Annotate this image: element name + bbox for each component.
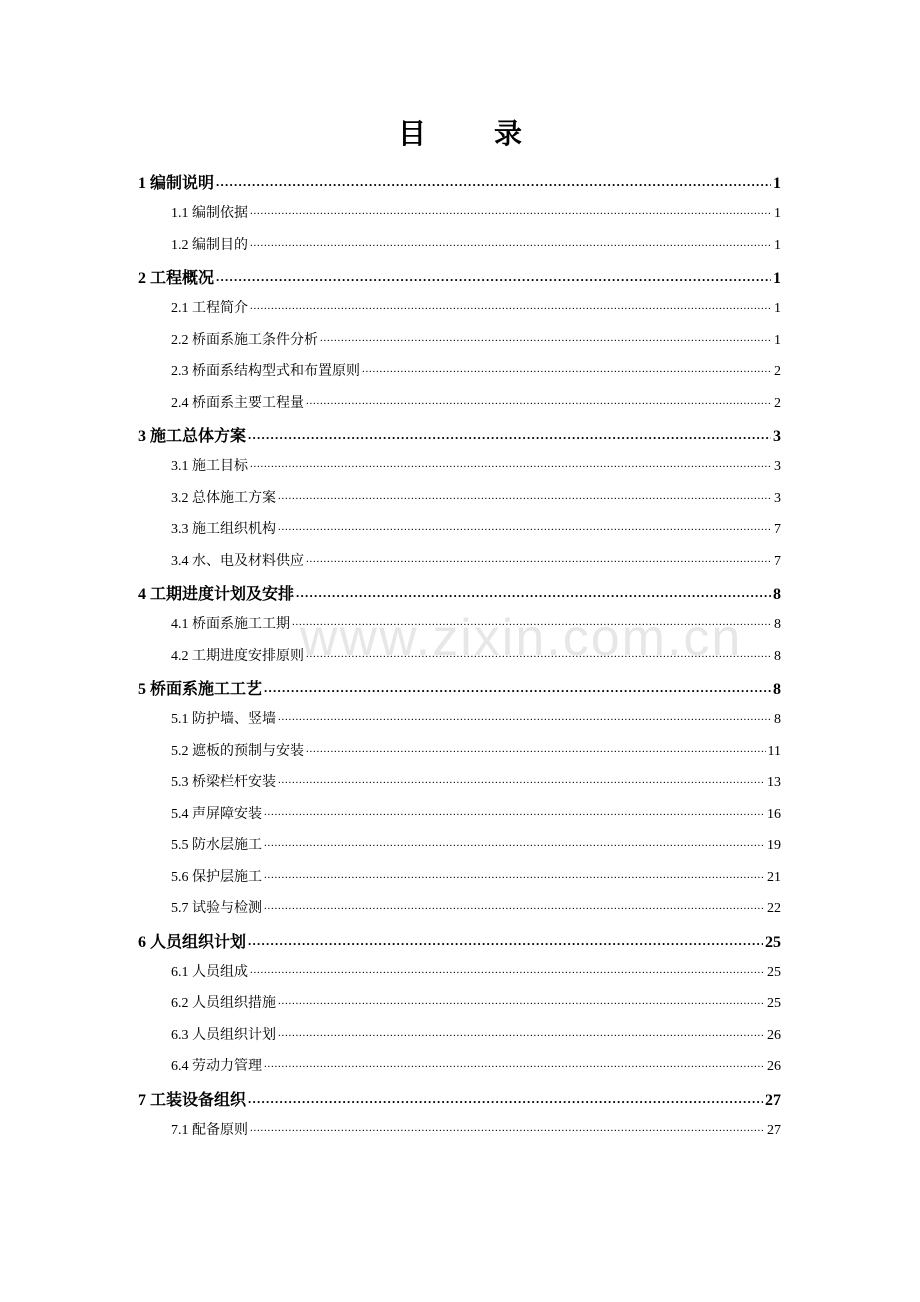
toc-entry-title: 1.2 编制目的 [171,237,248,253]
toc-page-number: 3 [774,490,781,506]
toc-entry-title: 2.2 桥面系施工条件分析 [171,332,318,348]
toc-page-number: 27 [767,1122,781,1138]
dot-leader [248,425,771,441]
dot-leader [306,646,772,660]
dot-leader [250,298,772,312]
dot-leader [306,551,772,565]
dot-leader [278,519,772,533]
dot-leader [292,614,772,628]
toc-page-number: 1 [774,332,781,348]
toc-entry-title: 4 工期进度计划及安排 [138,586,295,603]
toc-section-entry[interactable] [138,605,781,637]
toc-section-entry[interactable] [138,637,781,669]
toc-page-number: 8 [773,586,781,603]
toc-page-number: 1 [773,270,781,287]
toc-section-entry[interactable] [138,858,781,890]
toc-entry-title: 6 人员组织计划 [138,933,247,951]
toc-page-number: 25 [765,933,781,951]
toc-section-entry[interactable] [138,1111,781,1143]
toc-page-number: 13 [767,775,781,790]
dot-leader [362,361,772,375]
toc-section-entry[interactable] [138,226,781,258]
toc-entry-title: 6.3 人员组织计划 [171,1027,276,1043]
dot-leader [296,583,771,599]
toc-section-entry[interactable] [138,826,781,858]
toc-entry-title: 2 工程概况 [138,270,215,287]
toc-page-number: 22 [767,901,781,916]
toc-section-entry[interactable] [138,763,781,795]
toc-entry-title: 3.2 总体施工方案 [171,490,276,506]
toc-section-entry[interactable] [138,795,781,827]
toc-entry-title: 2.3 桥面系结构型式和布置原则 [171,364,360,379]
toc-page-number: 26 [767,1027,781,1043]
dot-leader [250,235,772,249]
toc-entry-title: 5.3 桥梁栏杆安装 [171,775,276,790]
toc-page-number: 25 [767,964,781,980]
toc-section-entry[interactable] [138,732,781,764]
dot-leader [320,330,772,344]
toc-entry-title: 4.1 桥面系施工工期 [171,617,290,632]
toc-section-entry[interactable] [138,479,781,511]
toc-page-number: 8 [774,712,781,727]
toc-entry-title: 1.1 编制依据 [171,206,248,221]
toc-page-number: 16 [767,806,781,822]
toc-chapter-entry[interactable] [138,415,781,447]
dot-leader [216,172,771,188]
toc-section-entry[interactable] [138,510,781,542]
toc-chapter-entry[interactable] [138,162,781,194]
toc-entry-title: 5.1 防护墙、竖墙 [171,712,276,727]
toc-chapter-entry[interactable] [138,257,781,289]
toc-entry-title: 5.2 遮板的预制与安装 [171,743,304,759]
toc-section-entry[interactable] [138,700,781,732]
watermark: www.zixin.com.cn [300,609,743,667]
toc-section-entry[interactable] [138,542,781,574]
dot-leader [278,993,765,1007]
toc-page-number: 2 [774,364,781,379]
toc-section-entry[interactable] [138,321,781,353]
toc-entry-title: 7 工装设备组织 [138,1091,247,1109]
dot-leader [250,456,772,470]
toc-page-number: 8 [774,648,781,664]
toc-entry-title: 5.4 声屏障安装 [171,806,262,822]
toc-page-number: 19 [767,838,781,853]
dot-leader [248,1089,763,1105]
toc-page-number: 25 [767,996,781,1011]
toc-page-number: 27 [765,1091,781,1109]
toc-page-number: 1 [774,301,781,316]
dot-leader [264,835,765,849]
toc-chapter-entry[interactable] [138,1079,781,1111]
dot-leader [278,772,765,786]
toc-page-number: 1 [774,237,781,253]
toc-page-number: 2 [774,395,781,411]
toc-entry-title: 5.7 试验与检测 [171,901,262,916]
dot-leader [278,1025,765,1039]
dot-leader [264,1056,765,1070]
dot-leader [250,203,772,217]
dot-leader [250,1120,765,1134]
dot-leader [278,709,772,723]
toc-chapter-entry[interactable] [138,921,781,953]
dot-leader [248,931,763,947]
toc-section-entry[interactable] [138,194,781,226]
toc-page-number: 1 [774,206,781,221]
toc-entry-title: 1 编制说明 [138,175,215,192]
toc-entry-title: 3.4 水、电及材料供应 [171,553,304,569]
toc-page-number: 3 [773,428,781,445]
toc-entry-title: 3.3 施工组织机构 [171,522,276,537]
toc-page-number: 21 [767,869,781,885]
toc-chapter-entry[interactable] [138,668,781,700]
toc-section-entry[interactable] [138,447,781,479]
toc-page-number: 3 [774,459,781,474]
toc-page-number: 1 [773,175,781,192]
toc-entry-title: 6.2 人员组织措施 [171,996,276,1011]
toc-section-entry[interactable] [138,289,781,321]
toc-entry-title: 3 施工总体方案 [138,428,247,445]
toc-page-number: 7 [774,522,781,537]
toc-entry-title: 6.4 劳动力管理 [171,1059,262,1074]
toc-page-number: 8 [773,681,781,698]
dot-leader [306,741,766,755]
dot-leader [264,804,765,818]
toc-page-number: 7 [774,553,781,569]
dot-leader [264,678,771,694]
toc-entry-title: 2.4 桥面系主要工程量 [171,395,304,411]
toc-entry-title: 5.6 保护层施工 [171,869,262,885]
toc-section-entry[interactable] [138,352,781,384]
table-of-contents [138,162,781,1142]
toc-page-number: 26 [767,1059,781,1074]
toc-chapter-entry[interactable] [138,573,781,605]
toc-entry-title: 5 桥面系施工工艺 [138,681,263,698]
toc-entry-title: 3.1 施工目标 [171,459,248,474]
dot-leader [264,898,765,912]
toc-section-entry[interactable] [138,1047,781,1079]
toc-section-entry[interactable] [138,384,781,416]
toc-entry-title: 5.5 防水层施工 [171,838,262,853]
toc-section-entry[interactable] [138,953,781,985]
toc-page-number: 11 [767,743,781,759]
toc-section-entry[interactable] [138,889,781,921]
dot-leader [306,393,772,407]
toc-title: 目 录 [397,119,542,150]
toc-entry-title: 4.2 工期进度安排原则 [171,648,304,664]
dot-leader [264,867,765,881]
toc-page-number: 8 [774,617,781,632]
toc-section-entry[interactable] [138,984,781,1016]
toc-entry-title: 6.1 人员组成 [171,964,248,980]
dot-leader [250,962,765,976]
dot-leader [278,488,772,502]
toc-entry-title: 2.1 工程简介 [171,301,248,316]
dot-leader [216,267,771,283]
toc-section-entry[interactable] [138,1016,781,1048]
toc-entry-title: 7.1 配备原则 [171,1122,248,1138]
